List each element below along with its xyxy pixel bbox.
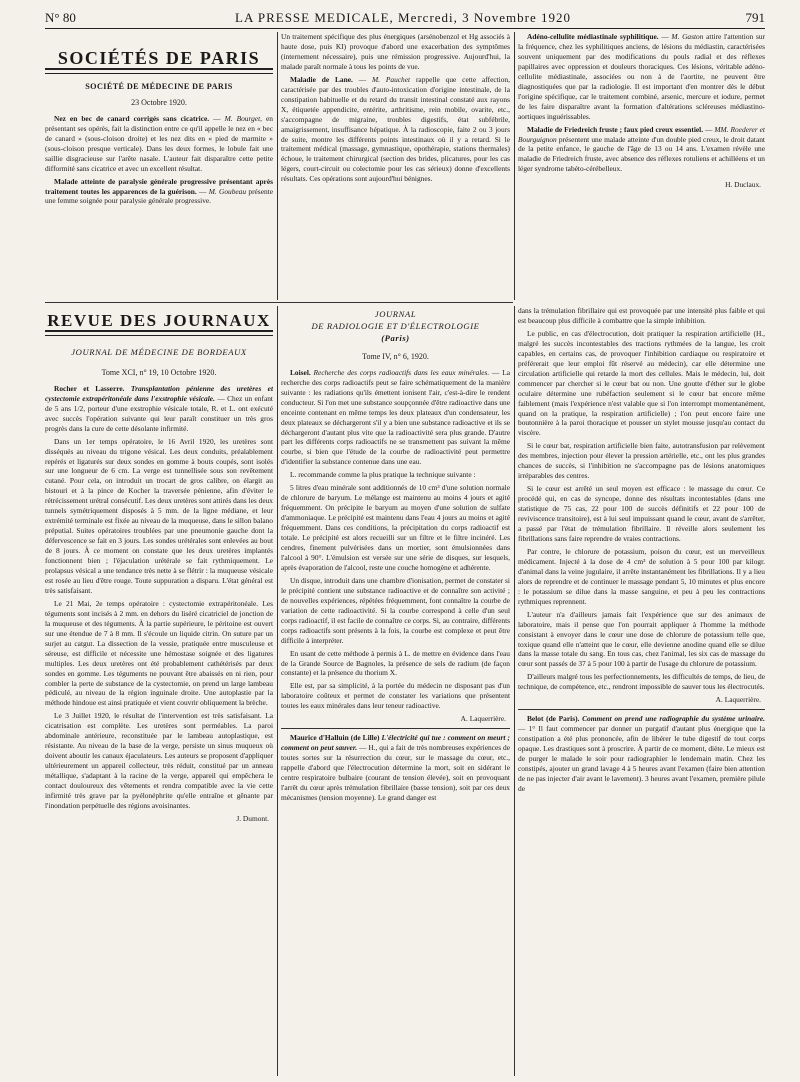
revue-col2 (281, 306, 510, 1076)
article-loisel-p2: L. recommande comme la plus pratique la technique suivante : (290, 470, 476, 480)
journal-radiologie-sub: DE RADIOLOGIE ET D'ÉLECTROLOGIE (311, 320, 480, 331)
article-loisel: Loisel. Recherche des corps radioactifs dans les eaux minérales. — La recherche des corps radioactifs peut se faire schématiquement de la manière suivante : les radiations qu'ils émettent ionisent l'air, c'est-à-dire le rendent conducteur. Si l'on met une substance soupçonnée d'être radioactive dans une enceinte contenant en même temps les deux plateaux d'un condensateur, les deux plateaux se déchargeront s'il y a bien une substance radioactive et ils se déchargeront d'autant plus vite que la radioactivité sera plus grande. D'autre part les différents corps radioactifs ne se transmettent pas suivant la même courbe, si bien que l'étude de la courbe de radioactivité peut permettre d'identifier la substance contenue dans une eau. (281, 367, 510, 467)
col-rule-bottom-2 (514, 306, 515, 1076)
signature-laquerriere-1: A. Laquerrière. (460, 714, 506, 724)
signature-dumont: J. Dumont. (236, 813, 269, 823)
issue-number: N° 80 (45, 10, 76, 25)
item-goubeau-cont: Un traitement spécifique des plus énergiques (arsénobenzol et Hg associés à haute dose, puis KI) provoque d'abord une exacerbation des symptômes (internement nécessaire), puis une rémission progressive. Aujourd'hui, la malade paraît normale à tous les points de vue. (281, 32, 510, 71)
societes-col2 (281, 32, 510, 302)
tome-bordeaux: Tome XCI, n° 19, 10 Octobre 1920. (101, 367, 217, 377)
revue-col3 (518, 306, 765, 1076)
journal-bordeaux: JOURNAL DE MÉDECINE DE BORDEAUX (71, 346, 247, 357)
article-loisel-p3: 5 litres d'eau minérale sont additionnés de 10 cm³ d'une solution normale de chlorure de baryum. Le mélange est maintenu au moins 4 jours et agité fréquemment. On précipite le baryum au moyen d'une solution de sulfate d'ammoniaque. Le précipité est maintenu dans l'eau 4 jours au moins et agité fréquemment. Dans ces conditions, la précipitation du corps radioactif est totale. Le précipité est alors recueilli sur un filtre et le filtre incinéré. Les cendres, finement pulvérisées dans un mortier, sont émulsionnées dans l'alcool à 90°. L'émulsion est versée sur une série de disques, sur lesquels, après évaporation de l'alcool, reste une couche homogène et adhérente. (281, 483, 510, 572)
article-halluin: Maurice d'Halluin (de Lille) L'électricité qui tue : comment on meurt ; comment on peut sauver. — H., qui a fait de très nombreuses expériences de toutes sortes sur la résurrection du cœur, sur le massage du cœur, etc., rappelle d'abord que l'électrocution détermine la mort, soit en sidérant le centre respiratoire bulbaire (courant de tension élevée), soit en provoquant l'arrêt du cœur après trémulation fibrillaire (basse tension), soit par ces deux mécanismes (tension moyenne). Le grand danger est (281, 733, 510, 802)
article-rocher-p2: Dans un 1er temps opératoire, le 16 Avril 1920, les uretères sont disséqués au niveau du trigone vésical. Les deux conduits, préalablement repérés et ligaturés sur deux sondes en gomme à bouts coupés, sont isolés sur une longueur de 6 cm. La verge est tunnellisée sous son revêtement cutané. Pour cela, on introduit un trocart de gros calibre, on élargit au bistouri et à la pince de Kocher la traversée pénienne, afin d'éviter le rétrécissement urétral consécutif. Les deux uretères sont attirés dans les deux tunnels symétriquement disposés à 5 mm. de la ligne médiane, et leur extrémité terminale est fixée au niveau de la muqueuse, dans le sillon balano préputial. Suites opératoires troublées par une pneumonie gauche dont la défervescence se fait en 3 jours. Les sondes urétérales sont enlevées au bout de 8 jours. À ce moment on constate que les deux uretères implantés fonctionnent bien ; l'éjaculation urétérale se fait rythmiquement. Le prolapsus vésical a une tendance très nette à se flétrir : la muqueuse vésicale est rosée au lieu d'être rouge. Toute suppuration a disparu. L'état général est très satisfaisant. (45, 436, 273, 595)
article-halluin-p4: Si le cœur bat, respiration artificielle bien faite, autotransfusion par relèvement des membres, injection pour élever la pression artérielle, etc., ont les plus grandes chances de succès, si l'inhibition ne s'accompagne pas de lésions anatomiques irréparables des centres. (518, 441, 765, 481)
journal-name: LA PRESSE MEDICALE, Mercredi, 3 Novembre 1920 (235, 10, 572, 25)
section-title-societes: SOCIÉTÉS DE PARIS (57, 48, 261, 68)
col-rule-top-1 (277, 32, 278, 300)
article-halluin-p3: Le public, en cas d'électrocution, doit pratiquer la respiration artificielle (H., malgré les succès incontestables des tractions rythmées de la langue, les croit capables, en certains cas, de provoquer l'inhibition cardiaque ou respiratoire et préférerait que leur emploi fût réservé au médecin), car elle détermine une circulation artificielle qui retarde la mort des cellules. Mais le médecin, lui, doit commencer par chercher si le cœur bat ou non. Une goutte d'éther sur le globe oculaire détermine une rubéfaction seulement si le cœur bat encore même faiblement (mais l'expérience n'est valable que si l'on interrompt momentanément, quand on la pratique, la respiration artificielle) ; l'on peut encore faire une boutonnière à la paroi thoracique et pousser un stylet mousse jusqu'au contact du viscère. (518, 328, 765, 438)
signature-laquerriere-2: A. Laquerrière. (715, 695, 761, 705)
article-halluin-p2: dans la trémulation fibrillaire qui est provoquée par une intensité plus faible et qui est beaucoup plus difficile à combattre que la simple inhibition. (518, 306, 765, 325)
journal-radiologie-city: (Paris) (381, 332, 410, 343)
journal-radiologie: JOURNAL (374, 309, 417, 319)
item-gaston: Adéno-cellulite médiastinale syphilitique. — M. Gaston attire l'attention sur la fréquence, chez les syphilitiques anciens, de lésions du médiastin, caractérisées souvent uniquement par des modifications du pouls radial et des réflexes papillaires avec oppression et douleurs thoraciques. Ces lésions, véritable adéno-cellulite médiastinale, associées ou non à de l'aortite, ne peuvent être diagnostiquées que par la radiologie. Il est important d'en montrer dès le début l'origine spécifique, car le traitement combiné, arsenic, mercure et iodure, permet de les faire disparaître avant la formation d'altérations scléreuses médiastino-aortiques inguérissables. (518, 32, 765, 121)
running-header (45, 8, 765, 29)
item-pauchet: Maladie de Lane. — M. Pauchet rappelle que cette affection, caractérisée par des troubles d'auto-intoxication d'origine intestinale, de la constipation habituelle et du retard du transit intestinal constaté aux rayons X, étiquetée appendicite, entérite, arthritisme, rein mobile, ovarite, etc., s'accompagne de migraine, troubles digestifs, état subfébrile, amaigrissement, insuffisance hépatique. À la radioscopie, faite 2 ou 3 jours de suite, montre les différents points intestinaux où il y a retard. Si le traitement médical (massage, gymnastique, opothérapie, stations thermales) échoue, le traitement chirurgical (section des brides, plicatures, pour les cas légers, court-circuit ou colectomie pour les cas sérieux) donne d'excellents résultats. Ces opérations sont aujourd'hui bénignes. (281, 74, 510, 184)
title-rule (45, 68, 273, 74)
article-loisel-p5: En usant de cette méthode à permis à L. de mettre en évidence dans l'eau de la Grande Source de Bagnoles, la présence de sels de radium (de façon constante) et la présence du thorium X. (281, 648, 510, 678)
article-halluin-p5: Si le cœur est arrêté un seul moyen est efficace : le massage du cœur. Ce procédé qui, en cas de syncope, donne des résultats incontestables (dans une statistique de 75 cas, 22 pour 100 de succès définitifs et 22 pour 100 de reviviscence transitoire), est à lui seul impuissant quand le cœur, avant de s'arrêter, a passé par l'état de trémulation fibrillaire. Il réveille alors seulement les fibrillations sans faire reprendre de vraies contractions. (518, 484, 765, 543)
article-halluin-p8: D'ailleurs malgré tous les perfectionnements, les difficultés de temps, de lieu, de technique, de compétence, etc., rendront impossible de sauver tous les électrocutés. (518, 672, 765, 692)
article-loisel-p6: Elle est, par sa simplicité, à la portée du médecin ne disposant pas d'un laboratoire coûteux et permet de constater les variations que présentent toutes les eaux minérales dans leur teneur radioactive. (281, 681, 510, 711)
item-roederer: Maladie de Friedreich fruste ; faux pied creux essentiel. — MM. Roederer et Bourguignon présentent une malade atteinte d'un double pied creux, le droit datant de la petite enfance, le gauche de l'âge de 13 ou 14 ans. L'examen révèle une maladie de Friedreich fruste, avec absence des réflexes rotuliens et achilléens et un léger syndrome tabéto-cérébelleux. (518, 124, 765, 174)
item-goubeau: Malade atteinte de paralysie générale progressive présentant après traitement toutes les apparences de la guérison. — M. Goubeau présente une femme soignée pour paralysie générale progressive. (45, 176, 273, 206)
section-title-revue: REVUE DES JOURNAUX (47, 311, 271, 330)
society-name: SOCIÉTÉ DE MÉDECINE DE PARIS (85, 81, 233, 91)
article-rocher: Rocher et Lasserre. Transplantation pénienne des uretères et cystectomie extrapéritonéale dans l'exstrophie vésicale. — Chez un enfant de 5 ans 1/2, porteur d'une exstrophie vésicale totale, R. et L. ont exécuté avec succès l'opération suivante qui leur paraît constituer un très gros progrès dans la cure de cette désolante infirmité. (45, 383, 273, 433)
article-loisel-p4: Un disque, introduit dans une chambre d'ionisation, permet de constater si le précipité contient une substance radioactive et de connaître son activité ; de nouvelles expériences, répétées fréquemment, font connaître la courbe de variation de cette radioactivité. Si la courbe correspond à celle d'un seul corps radioactif, il est facile de connaître ce corps. Si, au contraire, différents corps radioactifs sont présents à la fois, la courbe est complexe et peut être difficile à interpréter. (281, 575, 510, 645)
article-halluin-p7: L'auteur n'a d'ailleurs jamais fait l'expérience que sur des animaux de laboratoire, mais il pense que l'on pourrait appliquer à l'homme la méthode consistant à envoyer dans le cœur une dose de chlorure de potassium telle que, toxique quand elle n'atteint que le cœur, elle devienne anodine quand elle se dilue dans la masse totale du sang. En tous cas, chez l'animal, les six cas de massage du cœur sont passés de 37 à 5 pour 100 à partir de l'usage du chlorure de potassium. (518, 609, 765, 669)
item-bourget: Nez en bec de canard corrigés sans cicatrice. — M. Bourget, en présentant ses opérés, fait la distinction entre ce qu'il appelle le nez en « bec de canard » (sous-cloison droite) et les nez dits en « pied de marmite » (sous-cloison presque verticale). Dans les deux formes, le lobule fait une saillie disgracieuse sur l'arête nasale. L'auteur fait disparaître cette petite difformité sans cicatrice et avec un excellent résultat. (45, 113, 273, 173)
session-date: 23 Octobre 1920. (131, 97, 187, 107)
article-belot: Belot (de Paris). Comment on prend une radiographie du système urinaire. — 1° Il faut commencer par donner un purgatif d'autant plus énergique que la constipation a été plus prononcée, afin de libérer le tube digestif de tout corps opaque. Les drastiques sont à proscrire. À partir de ce moment, diète. Le mieux est de purger le malade le soir pour radiographier le lendemain matin. Chez les constipés, ajouter un grand lavage 4 à 5 heures avant l'examen (faire bien attention de ne pas injecter d'air avant le lavement). 3 heures avant l'examen, première pilule de (518, 714, 765, 793)
section-divider (45, 302, 513, 303)
col-rule-bottom-1 (277, 306, 278, 1076)
col-rule-top-2 (514, 32, 515, 300)
revue-col1 (45, 306, 273, 1076)
signature-duclaux: H. Duclaux. (725, 180, 761, 190)
societes-col3 (518, 32, 765, 302)
article-rocher-p3: Le 21 Mai, 2e temps opératoire : cystectomie extrapéritonéale. Les téguments sont incisés à 2 mm. en dehors du liséré cicatriciel de jonction de la muqueuse et des téguments. À la partie supérieure, le péritoine est ouvert sur une étendue de 7 à 8 mm. Il s'écoule un liquide citrin. On suture par un surjet au catgut. La dissection de la vessie, pratiquée entre musculeuse et séreuse, est difficile et nécessite une hémostase soignée et des ligatures multiples. Les deux uretères ont été probablement cathétérisés par deux sondes en gomme. Les téguments ne pouvant être abaissés en ni rien, pour combler la perte de substance de la cystectomie, on prend un large lambeau pédiculé, au niveau de la région inguinale droite. Une autoplastie par la méthode hindoue est ainsi pratiquée et vient couvrir obliquement la brèche. (45, 598, 273, 708)
article-divider (281, 728, 510, 729)
tome-radiologie: Tome IV, n° 6, 1920. (362, 351, 429, 361)
societes-col1 (45, 34, 273, 302)
revue-title-rule (45, 330, 273, 336)
article-divider-2 (518, 709, 765, 710)
article-rocher-p4: Le 3 Juillet 1920, le résultat de l'intervention est très satisfaisant. La cicatrisation est complète. Les uretères sont perméables. La paroi abdominale antérieure, reconstituée par le lambeau autoplastique, est résistante. Au niveau de la base de la verge, persiste un sinus muqueux où doivent aboutir les canaux éjaculateurs. Les auteurs se proposent d'appliquer ultérieurement un appareil collecteur, très réduit, constitué par un anneau métallique, s'adaptant à la racine de la verge, appareil qui empêchera le contact douloureux des vêtements et rendra compatible avec la vie cette infirmité très grave par la pyélonéphrite qu'elle entraîne et gênante par l'inondation perpétuelle des régions avoisinantes. (45, 711, 273, 810)
page-number: 791 (745, 10, 765, 25)
article-halluin-p6: Par contre, le chlorure de potassium, poison du cœur, est un merveilleux médicament. Injecté à la dose de 4 cm³ de solution à 5 pour 100 par kilogr. d'animal dans la veine jugulaire, il arrête instantanément les fibrillations. Il y a lieu alors de reprendre et de continuer le massage pendant 5, 10 minutes et plus encore : le potassium se dilue dans la masse sanguine, et peu à peu les contractions rythmiques reprennent. (518, 546, 765, 606)
